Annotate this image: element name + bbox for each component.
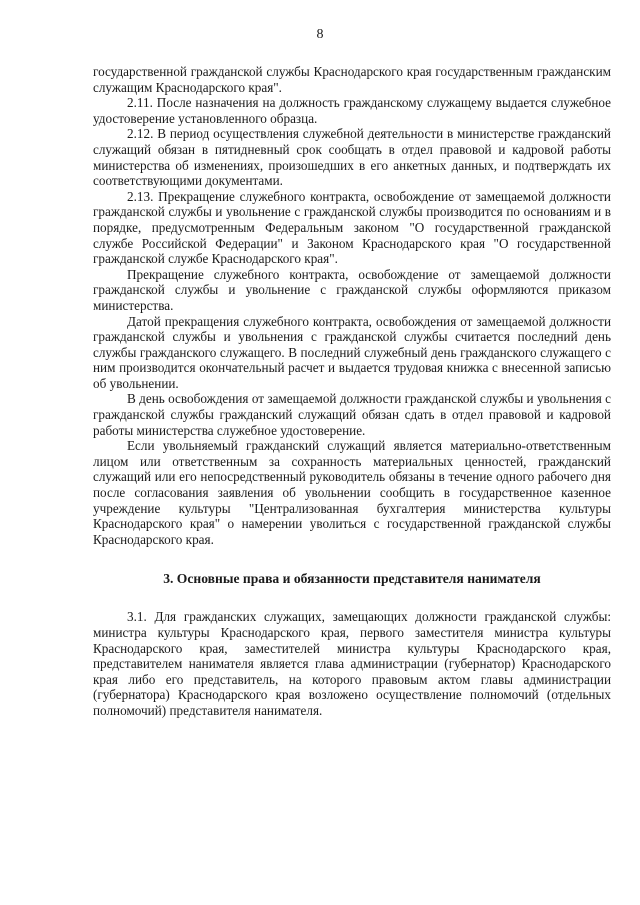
paragraph-3-1: 3.1. Для гражданских служащих, замещающих должности гражданской службы: министра культуры Краснодарского края, первого заместителя министра культуры Краснодарского края, заместителей министра культуры Краснодарского края, представителем нанимателя является глава администрации (губернатор) Краснодарского края либо его представитель, на которого правовым актом главы администрации (губернатора) Краснодарского края возложено осуществление полномочий (отдельных полномочий) представителя нанимателя.: [93, 609, 611, 718]
paragraph-2-11: 2.11. После назначения на должность гражданскому служащему выдается служебное удостоверение установленного образца.: [93, 95, 611, 126]
paragraph-continuation: государственной гражданской службы Краснодарского края государственным гражданским служащим Краснодарского края".: [93, 64, 611, 95]
paragraph-2-13: 2.13. Прекращение служебного контракта, освобождение от замещаемой должности гражданской службы и увольнение с гражданской службы производится по основаниям и в порядке, предусмотренным Федеральным законом "О государственной гражданской службе Российской Федерации" и Законом Краснодарского края "О государственной гражданской службе Краснодарского края".: [93, 188, 611, 267]
section-heading: 3. Основные права и обязанности представителя нанимателя: [163, 571, 541, 587]
paragraph-materially-responsible: Если увольняемый гражданский служащий является материально-ответственным лицом или ответственным за сохранность материальных ценностей, гражданский служащий или его непосредственный руководитель обязаны в течение одного рабочего дня после согласования заявления об увольнении сообщить в государственное казенное учреждение культуры "Централизованная бухгалтерия министерства культуры Краснодарского края" о намерении уволиться с государственной гражданской службы Краснодарского края.: [93, 438, 611, 547]
paragraph-2-12: 2.12. В период осуществления служебной деятельности в министерстве гражданский служащий обязан в пятидневный срок сообщать в отдел правовой и кадровой работы министерства об изменениях, произошедших в его анкетных данных, и подтверждать их соответствующими документами.: [93, 126, 611, 189]
page-number: 8: [316, 27, 324, 42]
paragraph-contract-termination-order: Прекращение служебного контракта, освобождение от замещаемой должности гражданской службы и увольнение с гражданской службы оформляются приказом министерства.: [93, 266, 611, 313]
document-body: [93, 64, 611, 719]
paragraph-id-return: В день освобождения от замещаемой должности гражданской службы и увольнения с гражданской службы гражданский служащий обязан сдать в отдел правовой и кадровой работы министерства служебное удостоверение.: [93, 391, 611, 438]
paragraph-termination-date: Датой прекращения служебного контракта, освобождения от замещаемой должности гражданской службы и увольнения с гражданской службы считается последний день службы гражданского служащего. В последний служебный день гражданского служащего с ним производится окончательный расчет и выдается трудовая книжка с внесенной записью об увольнении.: [93, 313, 611, 391]
